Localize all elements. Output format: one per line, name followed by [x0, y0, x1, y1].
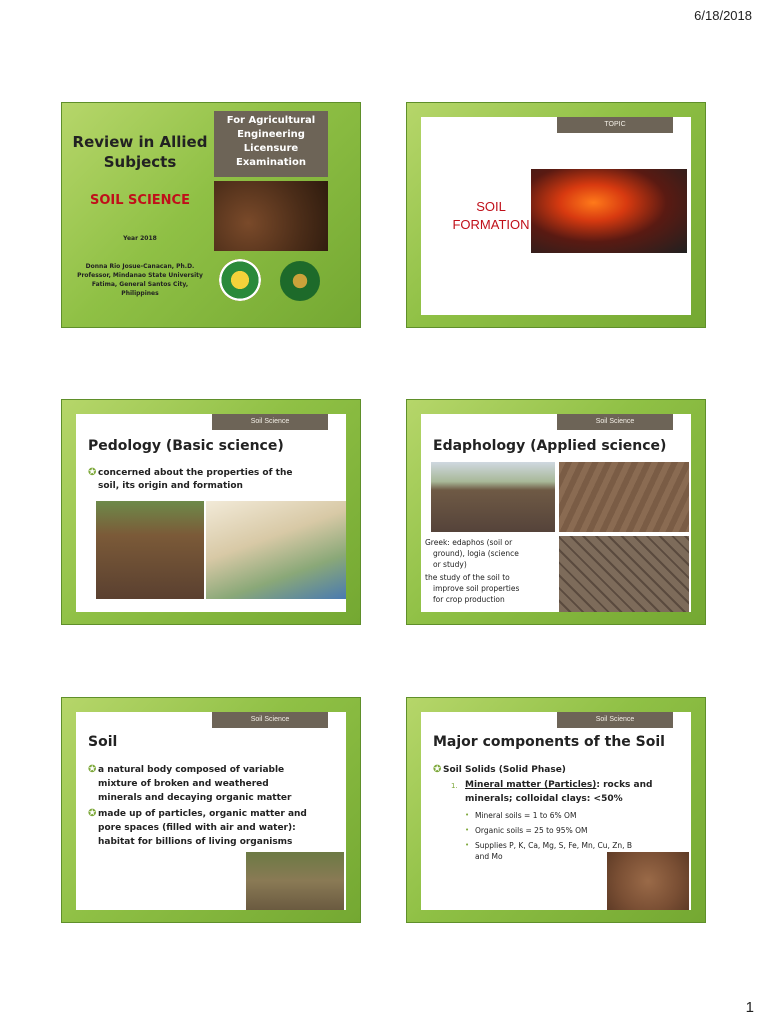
page-number: 1 — [745, 999, 754, 1016]
slide3-bullet-marker: ✪ — [88, 467, 97, 478]
how-soil-formed-poster — [206, 501, 346, 599]
slide6-sub1-rest: : rocks and — [596, 780, 653, 790]
slide5-b2-line2: pore spaces (filled with air and water): — [98, 823, 296, 833]
slide6-d1-marker: • — [465, 811, 470, 819]
slide3-bullet-line2: soil, its origin and formation — [98, 481, 243, 491]
slide4-b1-line1: Greek: edaphos (soil or — [425, 538, 513, 547]
farm-field-photo — [431, 462, 555, 532]
slide1-box-line2: Engineering — [237, 129, 305, 140]
slide-soil-formation — [406, 102, 706, 328]
slide5-b1-line3: minerals and decaying organic matter — [98, 793, 292, 803]
slide5-b1-marker: ✪ — [88, 764, 97, 775]
slide-soil — [61, 697, 361, 923]
slide1-year: Year 2018 — [123, 235, 157, 242]
slide5-b1-line1: a natural body composed of variable — [98, 765, 285, 775]
slide2-title-line2: FORMATION — [452, 217, 530, 232]
slide2-title-line1: SOIL — [476, 199, 506, 214]
slide4-b2-line2: improve soil properties — [433, 584, 520, 593]
slide6-d3-line1: Supplies P, K, Ca, Mg, S, Fe, Mn, Cu, Zn, B — [475, 841, 633, 850]
lava-photo — [531, 169, 687, 253]
slide6-d2-marker: • — [465, 826, 470, 834]
slide4-tag: Soil Science — [557, 414, 673, 430]
slide-review-title — [61, 102, 361, 328]
cracked-soil-seedling-photo — [559, 536, 689, 612]
slide1-author-line2: Professor, Mindanao State University — [77, 272, 203, 279]
slide3-title: Pedology (Basic science) — [88, 438, 284, 454]
slide6-d3-line2: and Mo — [475, 852, 503, 861]
slide6-d3-marker: • — [465, 841, 470, 849]
slide2-tag: TOPIC — [557, 117, 673, 133]
slide1-author-line3: Fatima, General Santos City, — [91, 281, 189, 288]
slide6-b1-marker: ✪ — [433, 764, 442, 775]
slide1-box-line4: Examination — [236, 157, 306, 168]
msu-seal-logo — [219, 259, 261, 301]
soil-hands-photo — [214, 181, 328, 251]
slide4-b2-line1: the study of the soil to — [425, 573, 510, 582]
slide5-b1-line2: mixture of broken and weathered — [98, 779, 269, 789]
slide4-b2-line3: for crop production — [433, 595, 505, 604]
slide1-subtitle: SOIL SCIENCE — [90, 193, 190, 208]
slide6-title: Major components of the Soil — [433, 734, 665, 750]
birds-on-soil-photo — [246, 852, 344, 910]
slide3-tag: Soil Science — [212, 414, 328, 430]
slide5-b2-line1: made up of particles, organic matter and — [98, 809, 307, 819]
slide1-box-line1: For Agricultural — [226, 115, 316, 126]
soil-dig-photo — [96, 501, 204, 599]
page-date: 6/18/2018 — [694, 8, 752, 23]
slide6-d2: Organic soils = 25 to 95% OM — [475, 826, 588, 835]
slide-pedology — [61, 399, 361, 625]
slide5-title: Soil — [88, 734, 118, 750]
slide6-tag: Soil Science — [557, 712, 673, 728]
slide1-exam-box — [214, 111, 328, 177]
slide4-b1-line3: or study) — [433, 560, 467, 569]
slide1-title-line2: Subjects — [103, 153, 177, 171]
slide3-bullet-line1: concerned about the properties of the — [98, 468, 293, 478]
slide6-d1: Mineral soils = 1 to 6% OM — [475, 811, 577, 820]
slide6-sub1-line2: minerals; colloidal clays: <50% — [465, 794, 623, 804]
slide1-box-line3: Licensure — [243, 143, 299, 154]
tractor-field-photo — [559, 462, 689, 532]
slide5-b2-line3: habitat for billions of living organisms — [98, 837, 293, 847]
slide-major-components — [406, 697, 706, 923]
slide4-title: Edaphology (Applied science) — [433, 438, 667, 454]
slide5-tag: Soil Science — [212, 712, 328, 728]
slide-edaphology — [406, 399, 706, 625]
slide5-b2-marker: ✪ — [88, 808, 97, 819]
slide4-b1-line2: ground), logia (science — [433, 549, 519, 558]
slide1-author-line4: Philippines — [121, 290, 159, 297]
slide6-num1: 1. — [451, 782, 458, 790]
slide6-b1: Soil Solids (Solid Phase) — [443, 765, 566, 775]
clay-soil-photo — [607, 852, 689, 910]
slide6-sub1-underlined: Mineral matter (Particles) — [465, 780, 597, 790]
slide1-author-line1: Donna Rio Josue-Canacan, Ph.D. — [85, 263, 195, 270]
slide6-sub1-line1 — [465, 780, 652, 790]
college-seal-logo — [280, 261, 320, 301]
slide1-title-line1: Review in Allied — [72, 133, 208, 151]
